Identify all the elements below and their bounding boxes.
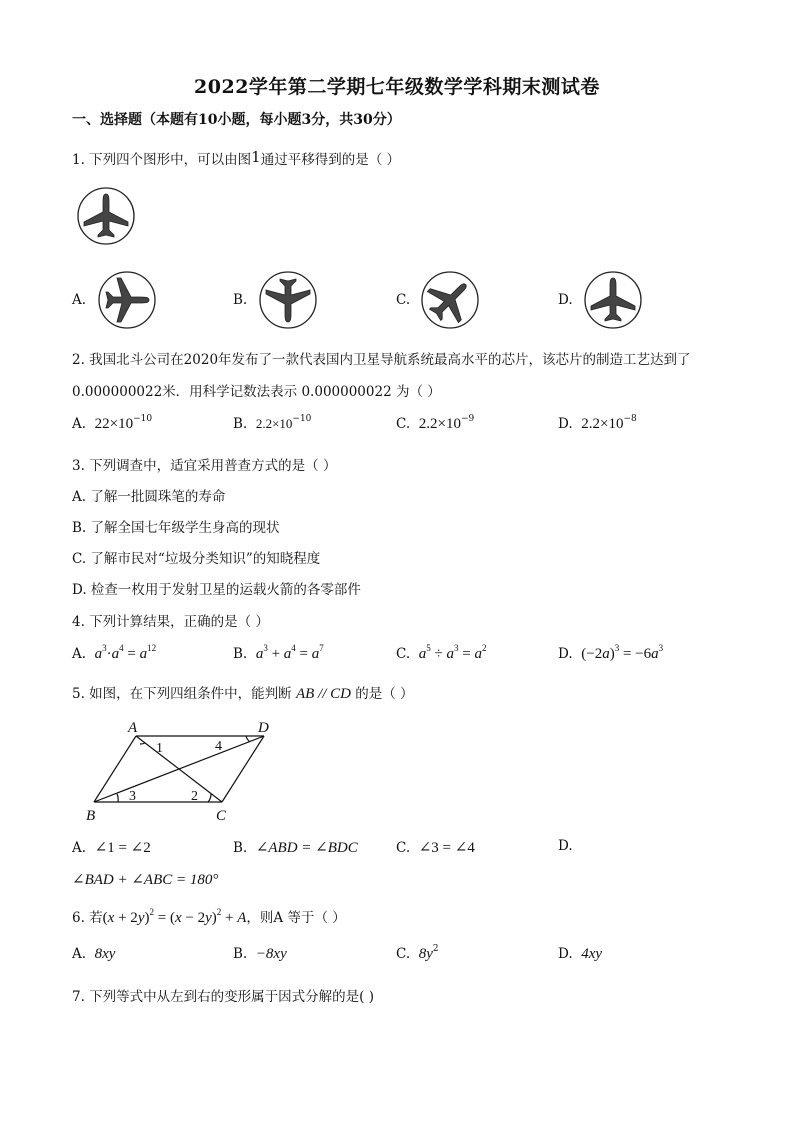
q3-option-d: D. 检查一枚用于发射卫星的运载火箭的各零部件 <box>72 582 361 598</box>
q3-option-b: B. 了解全国七年级学生身高的现状 <box>72 520 280 536</box>
figure-ref: 1 <box>251 148 261 166</box>
section-heading: 一、选择题（本题有10小题，每小题3分，共30分） <box>72 112 401 128</box>
q1-option-d-airplane-figure <box>583 270 643 330</box>
q6-equation: $(x + 2y)^2 = (x - 2y)^2 + A$ <box>102 907 247 926</box>
angle-3-label: 3 <box>129 789 136 804</box>
q4-option-c: C. $a^5 \div a^3 = a^2$ <box>396 643 487 662</box>
q5-option-c: C. ∠3 = ∠4 <box>396 840 475 856</box>
q2-option-a: A. $22\times 10^{-10}$ <box>72 414 153 432</box>
q4-option-a: A. $a^3\cdot a^4 = a^{12}$ <box>72 643 157 662</box>
q3-option-c: C. 了解市民对“垃圾分类知识”的知晓程度 <box>72 551 321 567</box>
question-1-stem: 1. 下列四个图形中，可以由图1通过平移得到的是（ ） <box>72 148 401 168</box>
q1-option-a-label: A. <box>72 292 87 308</box>
q1-option-b-airplane-figure <box>258 270 318 330</box>
vertex-c-label: C <box>216 808 227 824</box>
question-2-line-2: 0.000000022米．用科学记数法表示 0.000000022 为（ ） <box>72 384 441 400</box>
q4-option-d: D. $(-2a)^3 = -6a^3$ <box>558 643 664 662</box>
q6-option-d: D. 4xy <box>558 946 603 962</box>
q2-option-d: D. $2.2\times 10^{-8}$ <box>558 414 637 432</box>
q2-option-c: C. $2.2\times 10^{-9}$ <box>396 414 475 432</box>
vertex-a-label: A <box>128 720 138 736</box>
vertex-b-label: B <box>86 808 96 824</box>
angle-2-label: 2 <box>191 789 198 804</box>
question-7-stem: 7. 下列等式中从左到右的变形属于因式分解的是( ) <box>72 989 374 1005</box>
q5-option-b: B. ∠ABD = ∠BDC <box>233 840 358 856</box>
q6-option-b: B. −8xy <box>233 946 287 962</box>
q5-option-a: A. ∠1 = ∠2 <box>72 840 151 856</box>
q3-option-a: A. 了解一批圆珠笔的寿命 <box>72 489 226 505</box>
angle-4-label: 4 <box>215 739 222 754</box>
question-2-line-1: 2. 我国北斗公司在2020年发布了一款代表国内卫星导航系统最高水平的芯片，该芯片的制造工艺达到了 <box>72 352 691 368</box>
q1-option-a-airplane-figure <box>97 270 157 330</box>
q1-option-c-airplane-figure <box>420 270 480 330</box>
q1-option-b-label: B. <box>233 292 248 308</box>
page-title: 2022学年第二学期七年级数学学科期末测试卷 <box>194 76 600 98</box>
reference-airplane-figure <box>76 186 136 246</box>
q4-option-b: B. $a^3 + a^4 = a^7$ <box>233 643 324 662</box>
q5-option-d-expression: ∠BAD + ∠ABC = 180° <box>72 872 219 888</box>
vertex-d-label: D <box>258 720 269 736</box>
question-4-stem: 4. 下列计算结果，正确的是（ ） <box>72 614 269 630</box>
question-3-stem: 3. 下列调查中，适宜采用普查方式的是（ ） <box>72 458 337 474</box>
angle-1-label: 1 <box>156 741 163 756</box>
question-5-stem: 5. 如图，在下列四组条件中，能判断 AB // CD 的是（ ） <box>72 686 414 702</box>
q5-option-d: D. <box>558 838 573 854</box>
q2-option-b: B. $2.2\times 10^{-10}$ <box>233 414 312 432</box>
question-6-stem: 6. 若$(x + 2y)^2 = (x - 2y)^2 + A$，则A 等于（ ） <box>72 907 346 926</box>
q6-option-c: C. $8y^2$ <box>396 944 439 962</box>
q1-option-c-label: C. <box>396 292 411 308</box>
parallelogram-figure <box>80 716 280 830</box>
q6-option-a: A. 8xy <box>72 946 116 962</box>
q1-option-d-label: D. <box>558 292 573 308</box>
